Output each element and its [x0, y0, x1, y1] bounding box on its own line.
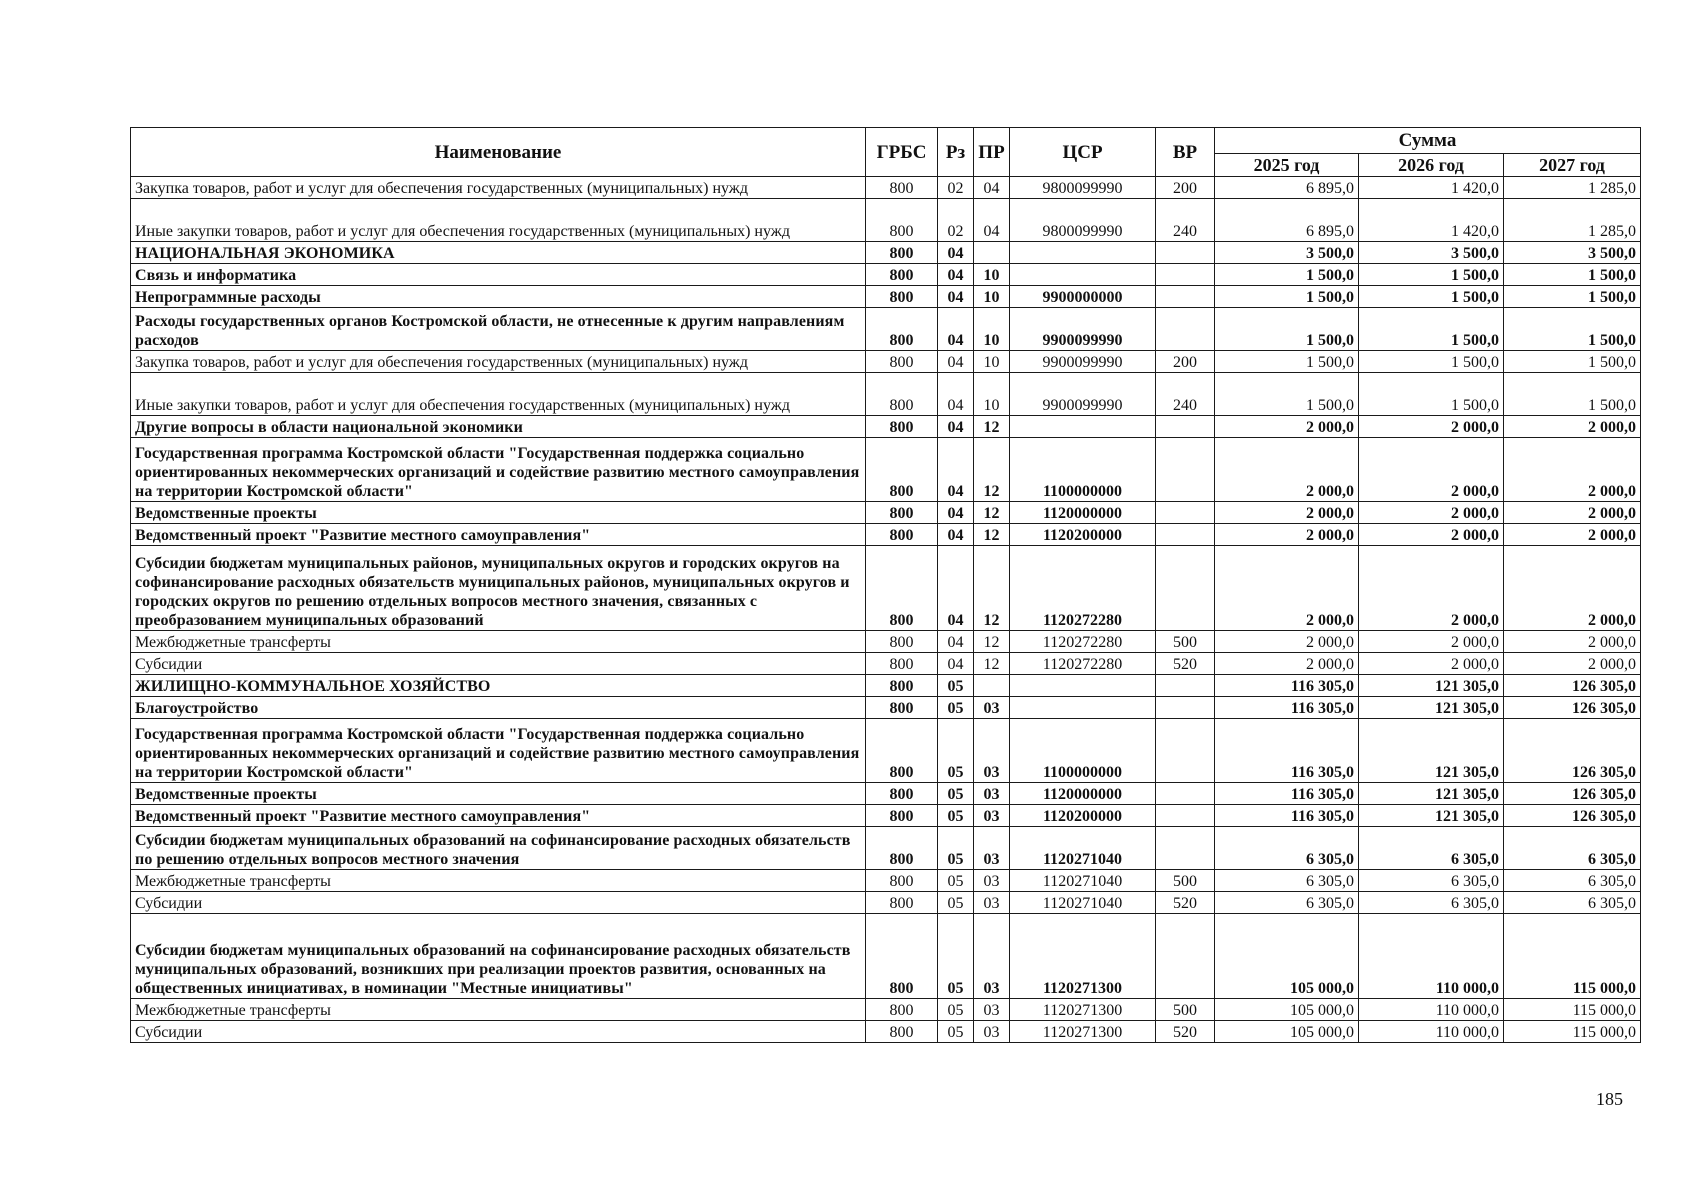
cell-name: Закупка товаров, работ и услуг для обеспечения государственных (муниципальных) нужд: [131, 351, 866, 373]
cell-name: Закупка товаров, работ и услуг для обеспечения государственных (муниципальных) нужд: [131, 177, 866, 199]
cell-sum-2025: 6 305,0: [1215, 827, 1359, 870]
cell-grbs: 800: [866, 719, 938, 783]
cell-pr: 10: [974, 308, 1010, 351]
cell-sum-2027: 1 500,0: [1504, 264, 1641, 286]
cell-name: Межбюджетные трансферты: [131, 999, 866, 1021]
cell-rz: 04: [938, 416, 974, 438]
cell-vr: 520: [1156, 1021, 1215, 1043]
cell-pr: 03: [974, 719, 1010, 783]
cell-vr: [1156, 502, 1215, 524]
table-row: [131, 999, 1641, 1021]
cell-sum-2025: 1 500,0: [1215, 286, 1359, 308]
table-row: [131, 675, 1641, 697]
table-row: [131, 199, 1641, 242]
cell-pr: 12: [974, 416, 1010, 438]
cell-sum-2027: 6 305,0: [1504, 892, 1641, 914]
table-row: [131, 373, 1641, 416]
cell-grbs: 800: [866, 416, 938, 438]
table-row: [131, 546, 1641, 631]
cell-grbs: 800: [866, 653, 938, 675]
cell-vr: [1156, 719, 1215, 783]
cell-grbs: 800: [866, 892, 938, 914]
cell-pr: 12: [974, 653, 1010, 675]
cell-rz: 02: [938, 177, 974, 199]
cell-grbs: 800: [866, 242, 938, 264]
cell-vr: [1156, 308, 1215, 351]
cell-name: ЖИЛИЩНО-КОММУНАЛЬНОЕ ХОЗЯЙСТВО: [131, 675, 866, 697]
table-row: [131, 524, 1641, 546]
cell-pr: 10: [974, 264, 1010, 286]
cell-sum-2025: 1 500,0: [1215, 373, 1359, 416]
cell-rz: 05: [938, 805, 974, 827]
cell-pr: 04: [974, 177, 1010, 199]
table-row: [131, 697, 1641, 719]
cell-sum-2026: 2 000,0: [1359, 416, 1504, 438]
table-row: [131, 416, 1641, 438]
table-row: [131, 653, 1641, 675]
cell-vr: 240: [1156, 199, 1215, 242]
cell-name: НАЦИОНАЛЬНАЯ ЭКОНОМИКА: [131, 242, 866, 264]
table-row: [131, 870, 1641, 892]
cell-sum-2025: 105 000,0: [1215, 1021, 1359, 1043]
cell-sum-2025: 116 305,0: [1215, 697, 1359, 719]
cell-vr: [1156, 416, 1215, 438]
cell-rz: 05: [938, 675, 974, 697]
header-csr: ЦСР: [1010, 128, 1156, 177]
cell-csr: 9900099990: [1010, 351, 1156, 373]
cell-rz: 04: [938, 546, 974, 631]
cell-grbs: 800: [866, 199, 938, 242]
cell-rz: 05: [938, 719, 974, 783]
cell-grbs: 800: [866, 308, 938, 351]
cell-csr: 1120272280: [1010, 631, 1156, 653]
cell-grbs: 800: [866, 675, 938, 697]
cell-sum-2027: 1 500,0: [1504, 286, 1641, 308]
cell-grbs: 800: [866, 373, 938, 416]
budget-table: [130, 127, 1641, 1043]
cell-sum-2027: 1 285,0: [1504, 177, 1641, 199]
cell-sum-2025: 116 305,0: [1215, 783, 1359, 805]
cell-name: Межбюджетные трансферты: [131, 870, 866, 892]
cell-csr: 1120271300: [1010, 914, 1156, 999]
cell-sum-2027: 1 500,0: [1504, 373, 1641, 416]
cell-name: Непрограммные расходы: [131, 286, 866, 308]
cell-vr: [1156, 438, 1215, 502]
cell-grbs: 800: [866, 286, 938, 308]
cell-rz: 05: [938, 999, 974, 1021]
cell-csr: 9800099990: [1010, 177, 1156, 199]
cell-pr: 12: [974, 546, 1010, 631]
cell-sum-2026: 6 305,0: [1359, 870, 1504, 892]
cell-pr: 03: [974, 870, 1010, 892]
header-rz: Рз: [938, 128, 974, 177]
cell-csr: 1120271040: [1010, 892, 1156, 914]
table-row: [131, 177, 1641, 199]
cell-sum-2025: 116 305,0: [1215, 675, 1359, 697]
cell-sum-2025: 2 000,0: [1215, 631, 1359, 653]
header-pr: ПР: [974, 128, 1010, 177]
cell-sum-2026: 3 500,0: [1359, 242, 1504, 264]
cell-rz: 04: [938, 351, 974, 373]
cell-csr: 1120271040: [1010, 827, 1156, 870]
cell-csr: 1120000000: [1010, 502, 1156, 524]
table-header: [131, 128, 1641, 177]
cell-sum-2027: 126 305,0: [1504, 675, 1641, 697]
cell-sum-2026: 121 305,0: [1359, 675, 1504, 697]
cell-vr: [1156, 914, 1215, 999]
cell-sum-2025: 105 000,0: [1215, 999, 1359, 1021]
cell-rz: 05: [938, 827, 974, 870]
header-sum: Сумма: [1215, 128, 1641, 154]
cell-name: Другие вопросы в области национальной экономики: [131, 416, 866, 438]
cell-vr: [1156, 546, 1215, 631]
table-row: [131, 1021, 1641, 1043]
cell-sum-2026: 121 305,0: [1359, 719, 1504, 783]
cell-csr: 1120200000: [1010, 524, 1156, 546]
cell-sum-2025: 6 305,0: [1215, 870, 1359, 892]
cell-sum-2026: 1 420,0: [1359, 177, 1504, 199]
cell-pr: [974, 675, 1010, 697]
cell-csr: [1010, 675, 1156, 697]
table-row: [131, 805, 1641, 827]
table-row: [131, 631, 1641, 653]
cell-sum-2026: 1 500,0: [1359, 308, 1504, 351]
cell-sum-2025: 1 500,0: [1215, 264, 1359, 286]
cell-vr: [1156, 697, 1215, 719]
cell-sum-2026: 110 000,0: [1359, 914, 1504, 999]
cell-sum-2027: 126 305,0: [1504, 697, 1641, 719]
table-row: [131, 242, 1641, 264]
cell-grbs: 800: [866, 805, 938, 827]
cell-vr: [1156, 524, 1215, 546]
cell-pr: 12: [974, 502, 1010, 524]
cell-grbs: 800: [866, 438, 938, 502]
cell-name: Государственная программа Костромской области "Государственная поддержка социально ориентированных некоммерческих организаций и содействие развитию местного самоуправления на территории Костромской области": [131, 438, 866, 502]
cell-pr: [974, 242, 1010, 264]
cell-name: Субсидии: [131, 1021, 866, 1043]
cell-vr: [1156, 264, 1215, 286]
cell-vr: 500: [1156, 870, 1215, 892]
header-vr: ВР: [1156, 128, 1215, 177]
cell-name: Иные закупки товаров, работ и услуг для обеспечения государственных (муниципальных) нужд: [131, 199, 866, 242]
cell-name: Субсидии: [131, 892, 866, 914]
cell-grbs: 800: [866, 264, 938, 286]
cell-name: Ведомственный проект "Развитие местного самоуправления": [131, 805, 866, 827]
cell-sum-2026: 1 500,0: [1359, 286, 1504, 308]
cell-sum-2027: 2 000,0: [1504, 438, 1641, 502]
cell-sum-2027: 2 000,0: [1504, 416, 1641, 438]
header-year-2025: 2025 год: [1215, 154, 1359, 177]
cell-sum-2026: 1 420,0: [1359, 199, 1504, 242]
cell-vr: 520: [1156, 892, 1215, 914]
cell-grbs: 800: [866, 502, 938, 524]
cell-name: Субсидии бюджетам муниципальных районов, муниципальных округов и городских округов на софинансирование расходных обязательств муниципальных районов, муниципальных округов и городских округов по решению отдельных вопросов местного значения, связанных с преобразованием муниципальных образований: [131, 546, 866, 631]
cell-sum-2027: 115 000,0: [1504, 1021, 1641, 1043]
cell-grbs: 800: [866, 914, 938, 999]
cell-csr: 1120271300: [1010, 1021, 1156, 1043]
cell-sum-2027: 126 305,0: [1504, 719, 1641, 783]
cell-csr: [1010, 416, 1156, 438]
cell-pr: 03: [974, 827, 1010, 870]
cell-csr: 1120271300: [1010, 999, 1156, 1021]
cell-sum-2025: 2 000,0: [1215, 524, 1359, 546]
table-row: [131, 719, 1641, 783]
cell-rz: 05: [938, 1021, 974, 1043]
cell-sum-2025: 6 895,0: [1215, 199, 1359, 242]
cell-csr: 1100000000: [1010, 719, 1156, 783]
cell-sum-2027: 6 305,0: [1504, 827, 1641, 870]
cell-pr: 03: [974, 999, 1010, 1021]
cell-rz: 05: [938, 914, 974, 999]
cell-rz: 05: [938, 892, 974, 914]
cell-csr: [1010, 697, 1156, 719]
table-row: [131, 914, 1641, 999]
cell-pr: 03: [974, 697, 1010, 719]
table-row: [131, 892, 1641, 914]
cell-sum-2027: 2 000,0: [1504, 524, 1641, 546]
cell-sum-2027: 126 305,0: [1504, 783, 1641, 805]
cell-name: Расходы государственных органов Костромской области, не отнесенные к другим направлениям расходов: [131, 308, 866, 351]
cell-csr: 1120200000: [1010, 805, 1156, 827]
cell-rz: 04: [938, 524, 974, 546]
cell-rz: 04: [938, 308, 974, 351]
cell-rz: 04: [938, 438, 974, 502]
cell-name: Субсидии бюджетам муниципальных образований на софинансирование расходных обязательств муниципальных образований, возникших при реализации проектов развития, основанных на общественных инициативах, в номинации "Местные инициативы": [131, 914, 866, 999]
cell-vr: 200: [1156, 351, 1215, 373]
cell-grbs: 800: [866, 1021, 938, 1043]
cell-vr: [1156, 286, 1215, 308]
cell-sum-2026: 2 000,0: [1359, 438, 1504, 502]
cell-pr: 10: [974, 286, 1010, 308]
cell-rz: 04: [938, 242, 974, 264]
cell-csr: 1120000000: [1010, 783, 1156, 805]
cell-sum-2025: 116 305,0: [1215, 719, 1359, 783]
cell-sum-2025: 2 000,0: [1215, 502, 1359, 524]
cell-sum-2026: 2 000,0: [1359, 631, 1504, 653]
cell-sum-2027: 126 305,0: [1504, 805, 1641, 827]
cell-vr: [1156, 675, 1215, 697]
table-row: [131, 351, 1641, 373]
cell-rz: 04: [938, 631, 974, 653]
cell-pr: 12: [974, 631, 1010, 653]
cell-sum-2026: 1 500,0: [1359, 351, 1504, 373]
cell-pr: 12: [974, 524, 1010, 546]
cell-sum-2026: 2 000,0: [1359, 546, 1504, 631]
cell-grbs: 800: [866, 631, 938, 653]
cell-rz: 05: [938, 697, 974, 719]
cell-sum-2026: 6 305,0: [1359, 827, 1504, 870]
cell-sum-2025: 3 500,0: [1215, 242, 1359, 264]
cell-csr: 9900099990: [1010, 373, 1156, 416]
cell-csr: 1100000000: [1010, 438, 1156, 502]
cell-csr: 9900000000: [1010, 286, 1156, 308]
cell-sum-2025: 105 000,0: [1215, 914, 1359, 999]
cell-pr: 04: [974, 199, 1010, 242]
header-year-2027: 2027 год: [1504, 154, 1641, 177]
cell-name: Ведомственные проекты: [131, 783, 866, 805]
cell-rz: 04: [938, 653, 974, 675]
cell-sum-2025: 6 895,0: [1215, 177, 1359, 199]
cell-rz: 04: [938, 286, 974, 308]
table-body: [131, 177, 1641, 1043]
cell-sum-2027: 2 000,0: [1504, 502, 1641, 524]
cell-name: Государственная программа Костромской области "Государственная поддержка социально ориентированных некоммерческих организаций и содействие развитию местного самоуправления на территории Костромской области": [131, 719, 866, 783]
cell-sum-2025: 1 500,0: [1215, 308, 1359, 351]
cell-grbs: 800: [866, 351, 938, 373]
cell-grbs: 800: [866, 177, 938, 199]
cell-csr: 1120271040: [1010, 870, 1156, 892]
cell-pr: 10: [974, 373, 1010, 416]
table-row: [131, 438, 1641, 502]
cell-pr: 03: [974, 892, 1010, 914]
cell-vr: [1156, 783, 1215, 805]
cell-name: Ведомственный проект "Развитие местного самоуправления": [131, 524, 866, 546]
cell-sum-2025: 6 305,0: [1215, 892, 1359, 914]
cell-csr: [1010, 242, 1156, 264]
cell-sum-2025: 2 000,0: [1215, 438, 1359, 502]
cell-name: Иные закупки товаров, работ и услуг для обеспечения государственных (муниципальных) нужд: [131, 373, 866, 416]
cell-rz: 04: [938, 373, 974, 416]
cell-sum-2026: 2 000,0: [1359, 502, 1504, 524]
cell-pr: 12: [974, 438, 1010, 502]
cell-name: Ведомственные проекты: [131, 502, 866, 524]
cell-rz: 05: [938, 870, 974, 892]
cell-sum-2027: 115 000,0: [1504, 914, 1641, 999]
cell-rz: 04: [938, 502, 974, 524]
cell-vr: 500: [1156, 999, 1215, 1021]
cell-sum-2027: 1 500,0: [1504, 308, 1641, 351]
header-year-2026: 2026 год: [1359, 154, 1504, 177]
cell-sum-2026: 121 305,0: [1359, 805, 1504, 827]
cell-sum-2027: 2 000,0: [1504, 546, 1641, 631]
page-number: 185: [1596, 1089, 1623, 1109]
header-name: Наименование: [131, 128, 866, 177]
cell-csr: 9900099990: [1010, 308, 1156, 351]
cell-rz: 02: [938, 199, 974, 242]
cell-name: Субсидии бюджетам муниципальных образований на софинансирование расходных обязательств по решению отдельных вопросов местного значения: [131, 827, 866, 870]
cell-sum-2026: 121 305,0: [1359, 697, 1504, 719]
cell-sum-2026: 2 000,0: [1359, 524, 1504, 546]
header-grbs: ГРБС: [866, 128, 938, 177]
cell-grbs: 800: [866, 999, 938, 1021]
cell-sum-2027: 6 305,0: [1504, 870, 1641, 892]
cell-csr: 1120272280: [1010, 653, 1156, 675]
cell-name: Субсидии: [131, 653, 866, 675]
table-row: [131, 308, 1641, 351]
cell-pr: 10: [974, 351, 1010, 373]
cell-sum-2025: 2 000,0: [1215, 546, 1359, 631]
cell-rz: 04: [938, 264, 974, 286]
cell-sum-2026: 2 000,0: [1359, 653, 1504, 675]
cell-sum-2027: 2 000,0: [1504, 631, 1641, 653]
table-row: [131, 264, 1641, 286]
cell-sum-2025: 116 305,0: [1215, 805, 1359, 827]
cell-sum-2027: 115 000,0: [1504, 999, 1641, 1021]
cell-grbs: 800: [866, 870, 938, 892]
cell-vr: [1156, 805, 1215, 827]
cell-pr: 03: [974, 914, 1010, 999]
table-row: [131, 827, 1641, 870]
cell-sum-2027: 1 285,0: [1504, 199, 1641, 242]
cell-vr: [1156, 827, 1215, 870]
cell-sum-2025: 1 500,0: [1215, 351, 1359, 373]
cell-sum-2025: 2 000,0: [1215, 416, 1359, 438]
cell-rz: 05: [938, 783, 974, 805]
table-row: [131, 502, 1641, 524]
cell-sum-2026: 1 500,0: [1359, 373, 1504, 416]
cell-pr: 03: [974, 805, 1010, 827]
cell-sum-2026: 1 500,0: [1359, 264, 1504, 286]
cell-name: Межбюджетные трансферты: [131, 631, 866, 653]
cell-sum-2026: 121 305,0: [1359, 783, 1504, 805]
cell-sum-2026: 110 000,0: [1359, 999, 1504, 1021]
cell-sum-2027: 3 500,0: [1504, 242, 1641, 264]
cell-name: Связь и информатика: [131, 264, 866, 286]
table-row: [131, 783, 1641, 805]
cell-vr: 500: [1156, 631, 1215, 653]
cell-sum-2027: 1 500,0: [1504, 351, 1641, 373]
cell-grbs: 800: [866, 783, 938, 805]
cell-grbs: 800: [866, 827, 938, 870]
cell-csr: 1120272280: [1010, 546, 1156, 631]
cell-name: Благоустройство: [131, 697, 866, 719]
cell-pr: 03: [974, 1021, 1010, 1043]
cell-sum-2025: 2 000,0: [1215, 653, 1359, 675]
cell-csr: [1010, 264, 1156, 286]
cell-vr: 240: [1156, 373, 1215, 416]
cell-vr: 200: [1156, 177, 1215, 199]
cell-sum-2027: 2 000,0: [1504, 653, 1641, 675]
cell-pr: 03: [974, 783, 1010, 805]
cell-vr: [1156, 242, 1215, 264]
table-row: [131, 286, 1641, 308]
cell-vr: 520: [1156, 653, 1215, 675]
cell-grbs: 800: [866, 697, 938, 719]
cell-grbs: 800: [866, 546, 938, 631]
cell-csr: 9800099990: [1010, 199, 1156, 242]
cell-sum-2026: 110 000,0: [1359, 1021, 1504, 1043]
cell-grbs: 800: [866, 524, 938, 546]
cell-sum-2026: 6 305,0: [1359, 892, 1504, 914]
